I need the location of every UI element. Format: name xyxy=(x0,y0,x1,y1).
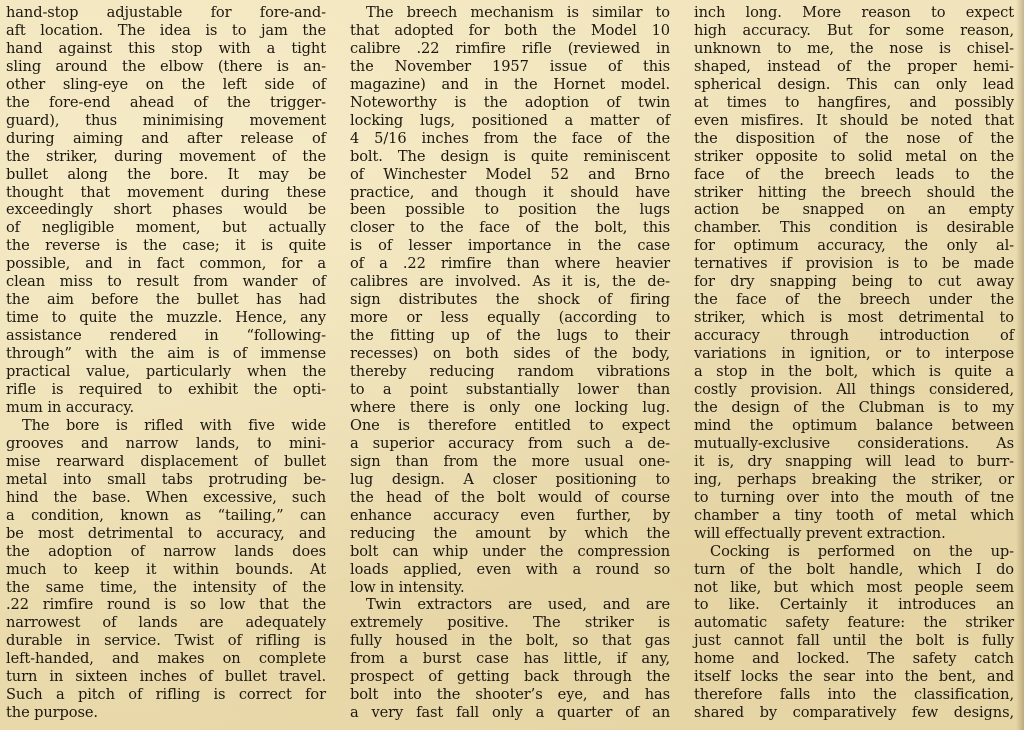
text-line: to a point substantially lower than xyxy=(350,381,670,399)
text-line: the adoption of narrow lands does xyxy=(6,542,326,560)
text-line: that adopted for both the Model 10 xyxy=(350,21,670,39)
text-line: turn of the bolt handle, which I do xyxy=(694,560,1014,578)
text-line: low in intensity. xyxy=(350,578,465,596)
text-line: narrowest of lands are adequately xyxy=(6,614,326,632)
text-line: turn in sixteen inches of bullet travel. xyxy=(6,668,326,686)
text-line: the November 1957 issue of this xyxy=(350,57,670,75)
text-line: costly provision. All things considered, xyxy=(694,381,1014,399)
text-line: the reverse is the case; it is quite xyxy=(6,237,326,255)
text-line: a very fast fall only a quarter of an xyxy=(350,704,670,722)
text-line: locking lugs, positioned a matter of xyxy=(350,111,670,129)
text-line: the face of the breech under the xyxy=(694,291,1014,309)
text-line: hand against this stop with a tight xyxy=(6,39,326,57)
text-line: aft location. The idea is to jam the xyxy=(6,21,326,39)
text-line: hand-stop adjustable for fore-and- xyxy=(6,4,326,21)
text-line: for optimum accuracy, the only al- xyxy=(694,237,1014,255)
text-line: high accuracy. But for some reason, xyxy=(694,21,1014,39)
text-line: mum in accuracy. xyxy=(6,398,135,416)
page-edge-shadow xyxy=(1016,0,1024,730)
text-line: of negligible moment, but actually xyxy=(6,219,326,237)
text-line: automatic safety feature: the striker xyxy=(694,614,1014,632)
text-line: durable in service. Twist of rifling is xyxy=(6,632,326,650)
text-line: even misfires. It should be noted that xyxy=(694,111,1014,129)
text-line: calibre .22 rimfire rifle (reviewed in xyxy=(350,39,670,57)
text-line: loads applied, even with a round so xyxy=(350,560,670,578)
text-line: therefore falls into the classification, xyxy=(694,686,1014,704)
text-line: the fitting up of the lugs to their xyxy=(350,327,670,345)
text-line: magazine) and in the Hornet model. xyxy=(350,75,670,93)
text-line: the purpose. xyxy=(6,704,98,722)
text-line: the head of the bolt would of course xyxy=(350,488,670,506)
text-line: shared by comparatively few designs, xyxy=(694,704,1014,722)
text-line: practice, and though it should have xyxy=(350,183,670,201)
text-line: not like, but which most people seem xyxy=(694,578,1014,596)
text-line: recesses) on both sides of the body, xyxy=(350,345,670,363)
text-line: assistance rendered in “following- xyxy=(6,327,326,345)
text-line: the striker, during movement of the xyxy=(6,147,326,165)
text-line: possible, and in fact common, for a xyxy=(6,255,326,273)
text-line: reducing the amount by which the xyxy=(350,524,670,542)
text-line: of Winchester Model 52 and Brno xyxy=(350,165,670,183)
text-line: been possible to position the lugs xyxy=(350,201,670,219)
text-line: thereby reducing random vibrations xyxy=(350,363,670,381)
text-line: The bore is rifled with five wide xyxy=(22,416,326,434)
text-line: from a burst case has little, if any, xyxy=(350,650,670,668)
text-line: chamber. This condition is desirable xyxy=(694,219,1014,237)
text-line: striker opposite to solid metal on the xyxy=(694,147,1014,165)
text-line: enhance accuracy even further, by xyxy=(350,506,670,524)
article-column-3 xyxy=(694,4,1014,722)
text-line: home and locked. The safety catch xyxy=(694,650,1014,668)
text-line: a condition, known as “tailing,” can xyxy=(6,506,326,524)
text-line: One is therefore entitled to expect xyxy=(350,416,670,434)
text-line: bolt into the shooter’s eye, and has xyxy=(350,686,670,704)
text-line: chamber a tiny tooth of metal which xyxy=(694,506,1014,524)
text-line: striker hitting the breech should the xyxy=(694,183,1014,201)
text-line: striker, which is most detrimental to xyxy=(694,309,1014,327)
text-line: a stop in the bolt, which is quite a xyxy=(694,363,1014,381)
text-line: it is, dry snapping will lead to burr- xyxy=(694,452,1014,470)
text-line: where there is only one locking lug. xyxy=(350,398,670,416)
text-line: ing, perhaps breaking the striker, or xyxy=(694,470,1014,488)
text-line: left-handed, and makes on complete xyxy=(6,650,326,668)
text-line: action be snapped on an empty xyxy=(694,201,1014,219)
text-line: the disposition of the nose of the xyxy=(694,129,1014,147)
text-line: for dry snapping being to cut away xyxy=(694,273,1014,291)
text-line: The breech mechanism is similar to xyxy=(366,4,670,21)
text-line: the fore-end ahead of the trigger- xyxy=(6,93,326,111)
text-line: Cocking is performed on the up- xyxy=(710,542,1014,560)
article-column-2 xyxy=(350,4,670,722)
text-line: lug design. A closer positioning to xyxy=(350,470,670,488)
text-line: more or less equally (according to xyxy=(350,309,670,327)
text-line: 4 5/16 inches from the face of the xyxy=(350,129,670,147)
text-line: Noteworthy is the adoption of twin xyxy=(350,93,670,111)
text-line: sign distributes the shock of firing xyxy=(350,291,670,309)
text-line: calibres are involved. As it is, the de- xyxy=(350,273,670,291)
text-line: at times to hangfires, and possibly xyxy=(694,93,1014,111)
text-line: the aim before the bullet has had xyxy=(6,291,326,309)
text-line: clean miss to result from wander of xyxy=(6,273,326,291)
text-line: itself locks the sear into the bent, and xyxy=(694,668,1014,686)
text-line: hind the base. When excessive, such xyxy=(6,488,326,506)
text-line: just cannot fall until the bolt is fully xyxy=(694,632,1014,650)
text-line: shaped, instead of the proper hemi- xyxy=(694,57,1014,75)
text-line: to turning over into the mouth of tne xyxy=(694,488,1014,506)
text-line: bolt can whip under the compression xyxy=(350,542,670,560)
text-line: face of the breech leads to the xyxy=(694,165,1014,183)
text-line: unknown to me, the nose is chisel- xyxy=(694,39,1014,57)
text-line: is of lesser importance in the case xyxy=(350,237,670,255)
text-line: .22 rimfire round is so low that the xyxy=(6,596,326,614)
text-line: the design of the Clubman is to my xyxy=(694,398,1014,416)
text-line: time to quite the muzzle. Hence, any xyxy=(6,309,326,327)
text-line: much to keep it within bounds. At xyxy=(6,560,326,578)
article-column-1 xyxy=(6,4,326,722)
text-line: be most detrimental to accuracy, and xyxy=(6,524,326,542)
text-line: grooves and narrow lands, to mini- xyxy=(6,434,326,452)
text-line: metal into small tabs protruding be- xyxy=(6,470,326,488)
text-line: mind the optimum balance between xyxy=(694,416,1014,434)
text-line: fully housed in the bolt, so that gas xyxy=(350,632,670,650)
text-line: Such a pitch of rifling is correct for xyxy=(6,686,326,704)
text-line: the same time, the intensity of the xyxy=(6,578,326,596)
text-line: to like. Certainly it introduces an xyxy=(694,596,1014,614)
text-line: rifle is required to exhibit the opti- xyxy=(6,381,326,399)
text-line: variations in ignition, or to interpose xyxy=(694,345,1014,363)
text-line: inch long. More reason to expect xyxy=(694,4,1014,21)
text-line: other sling-eye on the left side of xyxy=(6,75,326,93)
text-line: extremely positive. The striker is xyxy=(350,614,670,632)
text-line: of a .22 rimfire than where heavier xyxy=(350,255,670,273)
text-line: mise rearward displacement of bullet xyxy=(6,452,326,470)
text-line: accuracy through introduction of xyxy=(694,327,1014,345)
text-line: bolt. The design is quite reminiscent xyxy=(350,147,670,165)
text-line: during aiming and after release of xyxy=(6,129,326,147)
text-line: thought that movement during these xyxy=(6,183,326,201)
text-line: sign than from the more usual one- xyxy=(350,452,670,470)
text-line: ternatives if provision is to be made xyxy=(694,255,1014,273)
text-line: closer to the face of the bolt, this xyxy=(350,219,670,237)
text-line: a superior accuracy from such a de- xyxy=(350,434,670,452)
text-line: sling around the elbow (there is an- xyxy=(6,57,326,75)
text-line: exceedingly short phases would be xyxy=(6,201,326,219)
text-line: through” with the aim is of immense xyxy=(6,345,326,363)
text-line: prospect of getting back through the xyxy=(350,668,670,686)
text-line: bullet along the bore. It may be xyxy=(6,165,326,183)
text-line: spherical design. This can only lead xyxy=(694,75,1014,93)
text-line: guard), thus minimising movement xyxy=(6,111,326,129)
text-line: will effectually prevent extraction. xyxy=(694,524,946,542)
text-line: Twin extractors are used, and are xyxy=(366,596,670,614)
text-line: mutually-exclusive considerations. As xyxy=(694,434,1014,452)
text-line: practical value, particularly when the xyxy=(6,363,326,381)
